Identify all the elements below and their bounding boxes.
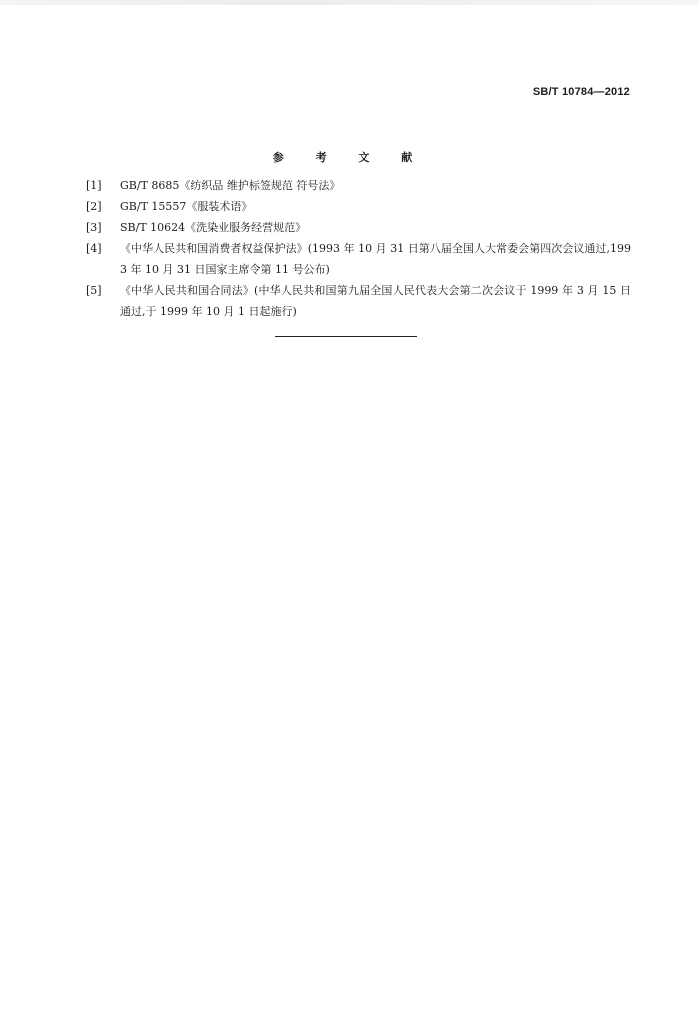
reference-item	[86, 175, 631, 196]
section-title: 参 考 文 献	[272, 151, 427, 164]
reference-list	[86, 175, 631, 322]
reference-item	[86, 196, 631, 217]
reference-item	[86, 217, 631, 238]
reference-text: 《中华人民共和国合同法》(中华人民共和国第九届全国人民代表大会第二次会议于 1999 年 3 月 15 日通过,于 1999 年 10 月 1 日起施行)	[120, 284, 631, 318]
scan-edge-strip	[0, 0, 699, 5]
reference-number: [5]	[86, 284, 102, 297]
reference-number: [2]	[86, 200, 102, 213]
reference-text: 《中华人民共和国消费者权益保护法》(1993 年 10 月 31 日第八届全国人大常委会第四次会议通过,1993 年 10 月 31 日国家主席令第 11 号公布)	[120, 242, 631, 276]
end-rule-divider	[275, 336, 417, 337]
reference-item	[86, 238, 631, 280]
reference-text: GB/T 15557《服装术语》	[120, 200, 253, 213]
reference-text: SB/T 10624《洗染业服务经营规范》	[120, 221, 307, 234]
document-code: SB/T 10784—2012	[532, 86, 630, 98]
reference-item	[86, 280, 631, 322]
reference-number: [4]	[86, 242, 102, 255]
reference-number: [1]	[86, 179, 102, 192]
reference-number: [3]	[86, 221, 102, 234]
reference-text: GB/T 8685《纺织品 维护标签规范 符号法》	[120, 179, 341, 192]
